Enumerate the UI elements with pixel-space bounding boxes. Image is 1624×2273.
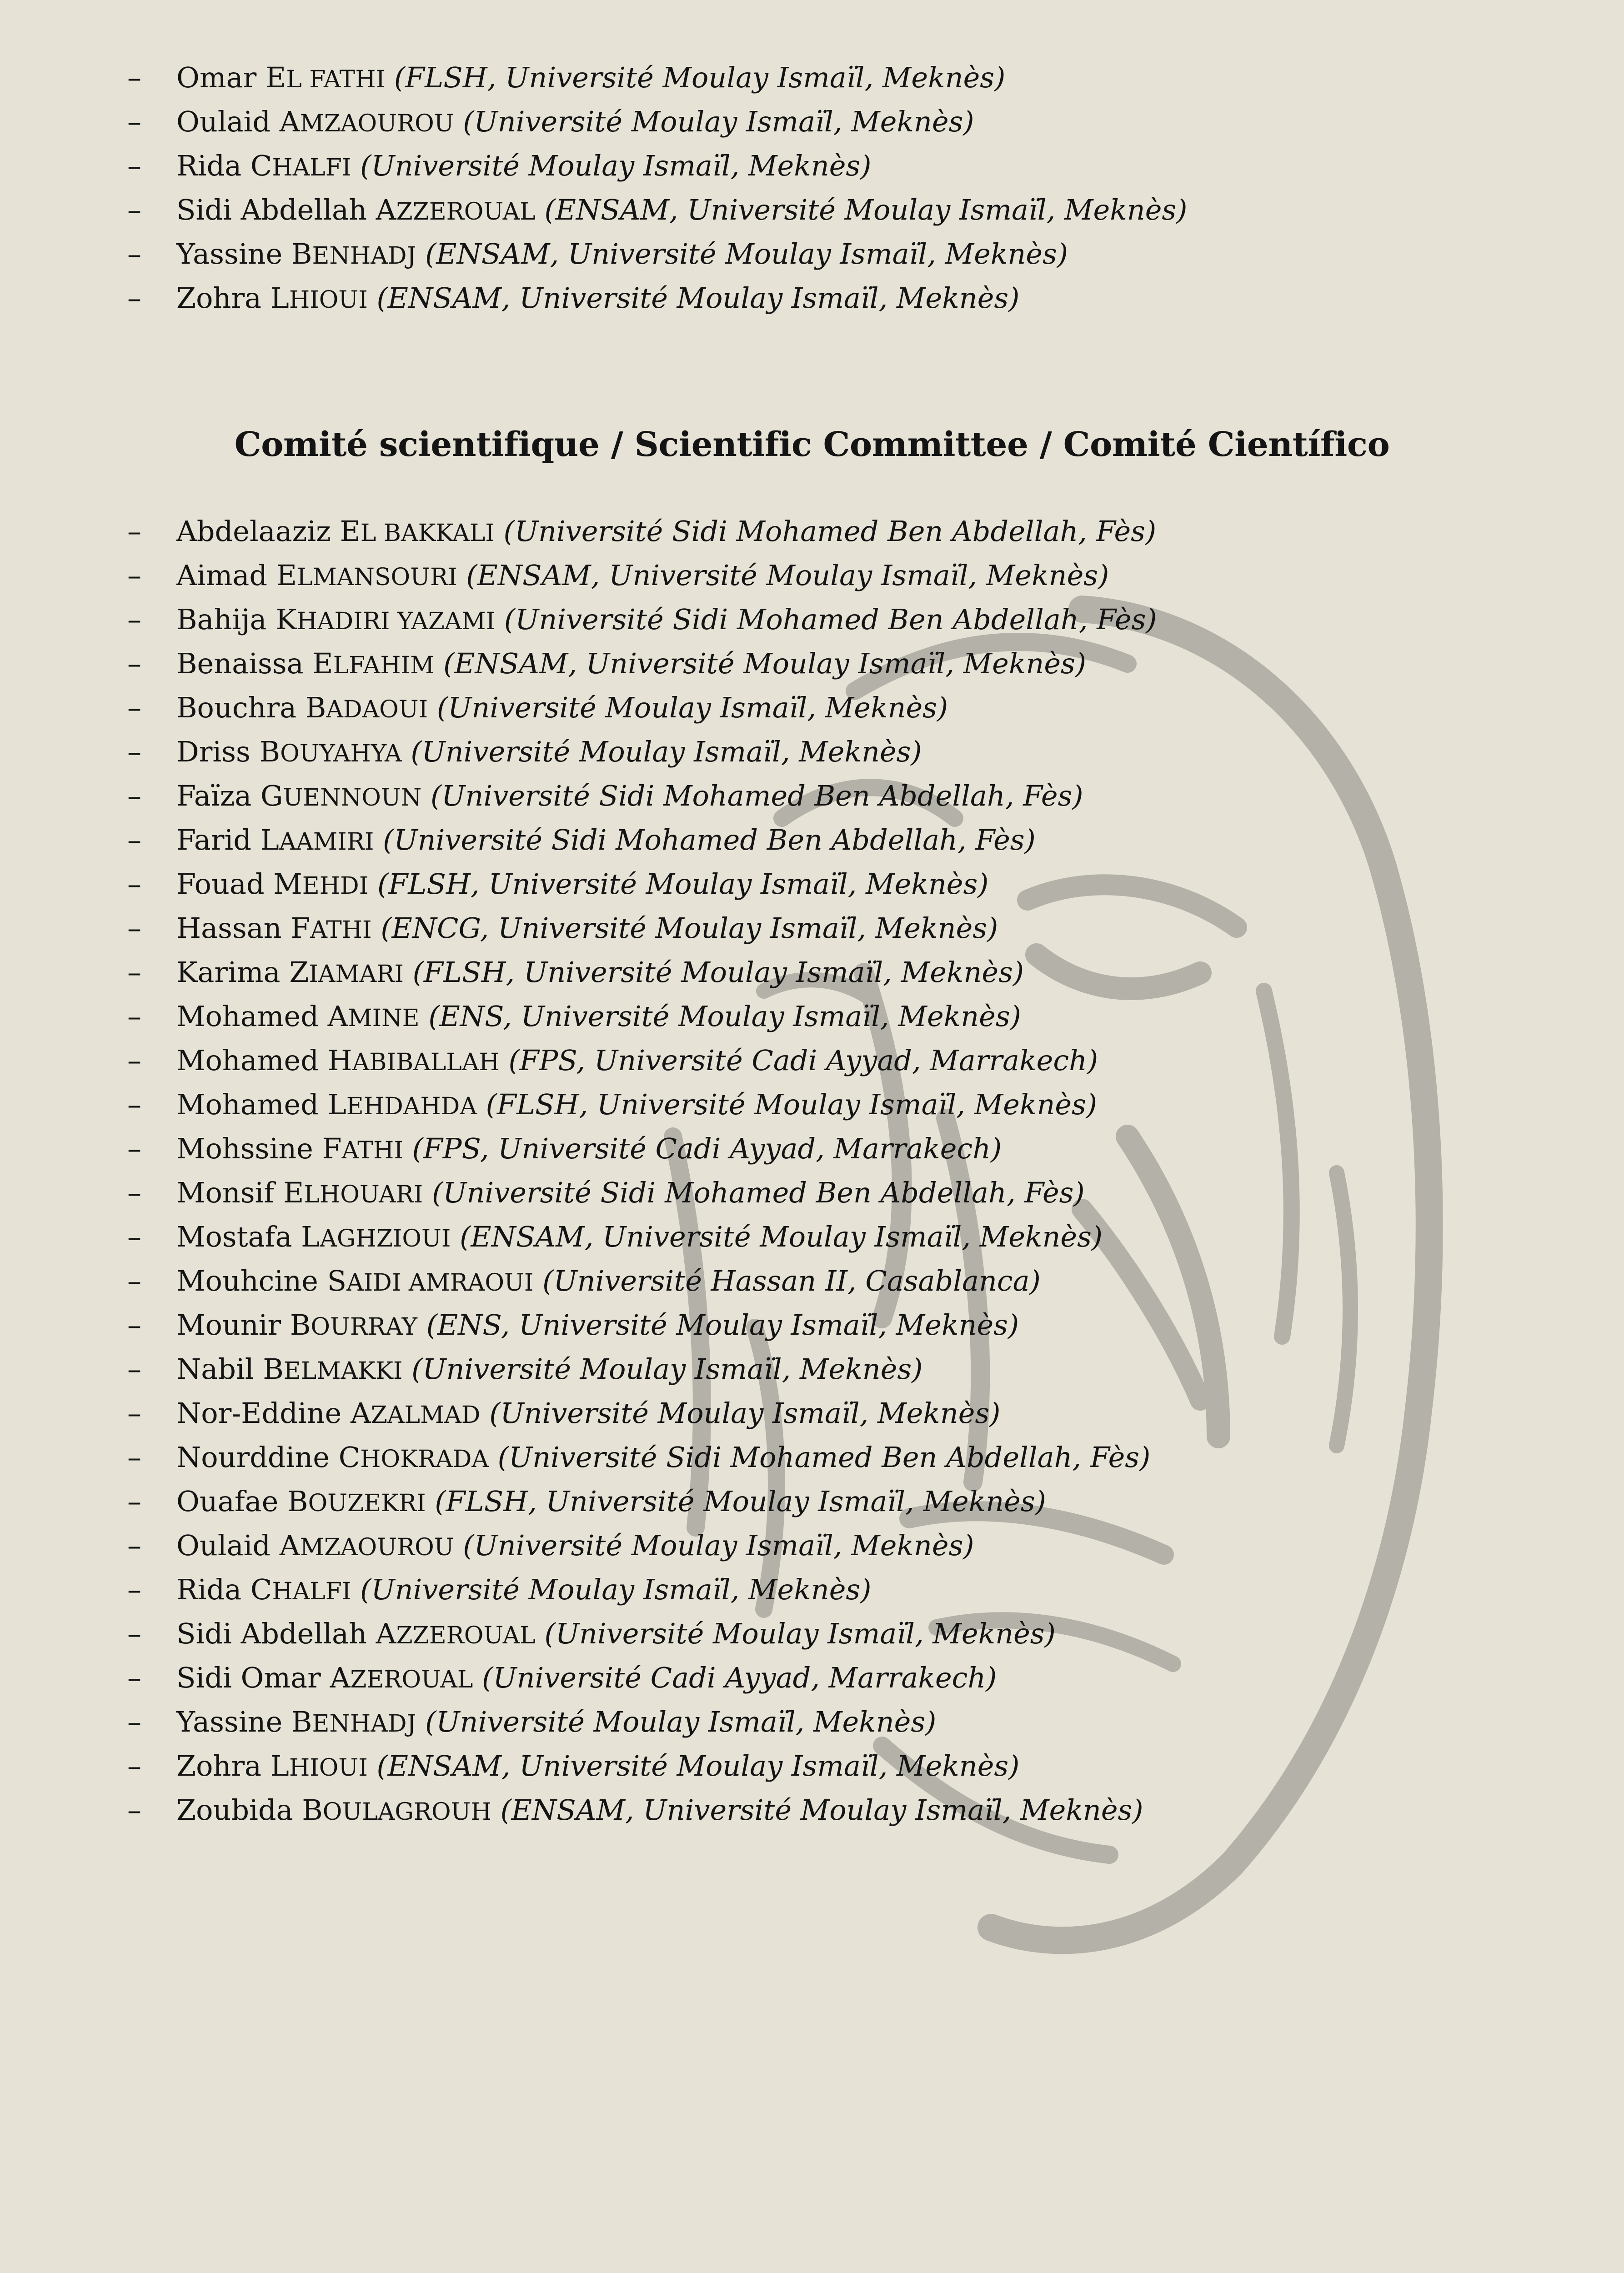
member-first-name: Yassine — [176, 237, 283, 270]
member-last-name-rest: ABIBALLAH — [352, 1049, 500, 1076]
member-last-name-initial: A — [330, 1661, 351, 1694]
list-bullet: – — [127, 515, 141, 548]
list-bullet: – — [127, 1397, 141, 1430]
list-bullet: – — [127, 1264, 141, 1297]
member-last-name-rest: OURRAY — [311, 1313, 417, 1341]
member-entry — [127, 1347, 1157, 1391]
member-affiliation: (Université Moulay Ismaïl, Meknès) — [489, 1397, 1001, 1430]
member-last-name-rest: ZEROUAL — [350, 1666, 473, 1693]
member-first-name: Sidi Omar — [176, 1661, 321, 1694]
list-bullet: – — [127, 61, 141, 94]
member-last-name-initial: L — [260, 823, 279, 856]
list-bullet: – — [127, 1441, 141, 1474]
member-affiliation: (Université Moulay Ismaïl, Meknès) — [360, 149, 872, 182]
member-affiliation: (Université Sidi Mohamed Ben Abdellah, Fès) — [383, 823, 1036, 856]
member-entry — [127, 1567, 1157, 1612]
member-entry — [127, 641, 1157, 686]
member-first-name: Farid — [176, 823, 251, 856]
member-first-name: Mohamed — [176, 1044, 319, 1077]
member-last-name-rest: HIOUI — [289, 286, 368, 314]
member-last-name-rest: ADAOUI — [326, 696, 428, 723]
member-first-name: Nabil — [176, 1352, 254, 1386]
member-affiliation: (Université Moulay Ismaïl, Meknès) — [463, 1529, 974, 1562]
list-bullet: – — [127, 603, 141, 636]
member-first-name: Mouhcine — [176, 1264, 318, 1297]
list-bullet: – — [127, 1529, 141, 1562]
member-affiliation: (Université Sidi Mohamed Ben Abdellah, Fès) — [432, 1176, 1085, 1209]
member-entry — [127, 1259, 1157, 1303]
watermark-stroke — [1264, 991, 1292, 1337]
member-last-name-rest: L FATHI — [286, 66, 386, 93]
member-first-name: Mostafa — [176, 1220, 292, 1253]
list-bullet: – — [127, 105, 141, 138]
member-last-name-initial: F — [322, 1132, 342, 1165]
member-entry — [127, 553, 1157, 597]
member-last-name-initial: E — [276, 559, 297, 592]
list-bullet: – — [127, 691, 141, 724]
list-bullet: – — [127, 149, 141, 182]
member-entry — [127, 1523, 1157, 1567]
member-last-name-rest: LMANSOURI — [297, 564, 457, 591]
member-affiliation: (ENSAM, Université Moulay Ismaïl, Meknès) — [460, 1220, 1103, 1253]
member-first-name: Sidi Abdellah — [176, 193, 367, 226]
member-first-name: Ouafae — [176, 1485, 279, 1518]
member-entry — [127, 1744, 1157, 1788]
member-last-name-initial: B — [290, 1308, 311, 1342]
list-bullet: – — [127, 1352, 141, 1386]
member-last-name-rest: ENHADJ — [312, 242, 416, 270]
member-entry — [127, 950, 1157, 994]
member-last-name-rest: HALFI — [272, 1578, 351, 1605]
member-first-name: Zoubida — [176, 1793, 293, 1827]
member-last-name-rest: LFAHIM — [333, 652, 435, 679]
member-first-name: Mohamed — [176, 1088, 319, 1121]
member-entry — [127, 144, 1187, 188]
member-last-name-rest: AAMIRI — [279, 828, 374, 856]
member-last-name-initial: A — [350, 1397, 371, 1430]
member-last-name-initial: L — [327, 1088, 346, 1121]
member-last-name-rest: IAMARI — [309, 961, 404, 988]
member-affiliation: (FLSH, Université Moulay Ismaïl, Meknès) — [412, 956, 1024, 989]
member-affiliation: (ENSAM, Université Moulay Ismaïl, Meknès) — [443, 647, 1087, 680]
member-affiliation: (Université Moulay Ismaïl, Meknès) — [425, 1705, 937, 1738]
list-bullet: – — [127, 1044, 141, 1077]
member-first-name: Zohra — [176, 1749, 261, 1782]
member-affiliation: (Université Sidi Mohamed Ben Abdellah, Fès) — [430, 779, 1083, 812]
watermark-stroke — [1337, 1173, 1350, 1446]
list-bullet: – — [127, 779, 141, 812]
member-first-name: Benaissa — [176, 647, 304, 680]
member-affiliation: (Université Moulay Ismaïl, Meknès) — [463, 105, 974, 138]
list-bullet: – — [127, 956, 141, 989]
member-last-name-rest: ZZEROUAL — [396, 198, 536, 225]
member-affiliation: (Université Sidi Mohamed Ben Abdellah, Fès) — [497, 1441, 1151, 1474]
member-last-name-rest: ATHI — [341, 1137, 403, 1164]
member-affiliation: (ENS, Université Moulay Ismaïl, Meknès) — [426, 1308, 1019, 1342]
member-affiliation: (ENSAM, Université Moulay Ismaïl, Meknès) — [376, 1749, 1020, 1782]
member-last-name-rest: HADIRI YAZAMI — [296, 608, 496, 635]
member-last-name-initial: M — [273, 867, 302, 901]
scientific-committee-title: Comité scientifique / Scientific Committee / Comité Científico — [234, 425, 1390, 464]
member-first-name: Bahija — [176, 603, 267, 636]
member-affiliation: (Université Sidi Mohamed Ben Abdellah, Fès) — [504, 603, 1157, 636]
scientific-committee-list — [127, 509, 1157, 1832]
member-last-name-initial: Z — [289, 956, 309, 989]
list-bullet: – — [127, 1220, 141, 1253]
member-affiliation: (ENSAM, Université Moulay Ismaïl, Meknès) — [425, 237, 1068, 270]
member-last-name-initial: S — [327, 1264, 347, 1297]
member-first-name: Aimad — [176, 559, 268, 592]
member-entry — [127, 1215, 1157, 1259]
member-entry — [127, 1171, 1157, 1215]
member-entry — [127, 100, 1187, 144]
member-first-name: Karima — [176, 956, 281, 989]
member-affiliation: (ENSAM, Université Moulay Ismaïl, Meknès) — [376, 281, 1020, 315]
member-first-name: Abdelaaziz — [176, 515, 331, 548]
member-entry — [127, 1038, 1157, 1082]
member-entry — [127, 597, 1157, 641]
member-entry — [127, 1303, 1157, 1347]
member-last-name-rest: MZAOUROU — [300, 110, 454, 137]
member-entry — [127, 1082, 1157, 1126]
member-last-name-rest: L BAKKALI — [360, 520, 495, 547]
member-first-name: Faïza — [176, 779, 252, 812]
list-bullet: – — [127, 1000, 141, 1033]
member-last-name-initial: B — [291, 1705, 312, 1738]
member-last-name-initial: L — [270, 1749, 289, 1782]
member-last-name-rest: LHOUARI — [304, 1181, 423, 1208]
member-last-name-rest: HALFI — [272, 154, 351, 181]
member-first-name: Rida — [176, 149, 242, 182]
member-first-name: Mohssine — [176, 1132, 313, 1165]
member-entry — [127, 1656, 1157, 1700]
member-last-name-initial: B — [287, 1485, 308, 1518]
member-entry — [127, 1612, 1157, 1656]
member-last-name-rest: AIDI AMRAOUI — [346, 1269, 534, 1297]
list-bullet: – — [127, 193, 141, 226]
member-entry — [127, 1435, 1157, 1479]
member-last-name-rest: OUYAHYA — [280, 740, 402, 767]
member-last-name-initial: A — [279, 1529, 300, 1562]
member-last-name-initial: H — [327, 1044, 352, 1077]
member-entry — [127, 906, 1157, 950]
member-last-name-rest: ENHADJ — [312, 1710, 416, 1737]
member-entry — [127, 994, 1157, 1038]
list-bullet: – — [127, 1793, 141, 1827]
member-entry — [127, 1700, 1157, 1744]
member-last-name-rest: ZZEROUAL — [396, 1622, 536, 1649]
member-first-name: Oulaid — [176, 105, 271, 138]
organizing-committee-list-section — [127, 55, 1187, 320]
member-entry — [127, 730, 1157, 774]
member-last-name-rest: ZALMAD — [371, 1402, 481, 1429]
member-last-name-rest: EHDI — [302, 872, 369, 900]
list-bullet: – — [127, 911, 141, 945]
member-last-name-initial: B — [259, 735, 281, 768]
list-bullet: – — [127, 559, 141, 592]
member-first-name: Mounir — [176, 1308, 281, 1342]
member-first-name: Hassan — [176, 911, 282, 945]
member-last-name-rest: OUZEKRI — [308, 1490, 426, 1517]
member-last-name-initial: G — [260, 779, 283, 812]
member-first-name: Rida — [176, 1573, 242, 1606]
member-last-name-initial: E — [283, 1176, 304, 1209]
member-last-name-rest: OULAGROUH — [322, 1798, 491, 1826]
member-affiliation: (ENS, Université Moulay Ismaïl, Meknès) — [428, 1000, 1021, 1033]
member-last-name-initial: A — [327, 1000, 348, 1033]
member-first-name: Driss — [176, 735, 251, 768]
member-last-name-initial: A — [279, 105, 300, 138]
organizing-committee-list — [127, 55, 1187, 320]
member-last-name-initial: E — [265, 61, 286, 94]
list-bullet: – — [127, 1705, 141, 1738]
member-affiliation: (FLSH, Université Moulay Ismaïl, Meknès) — [435, 1485, 1046, 1518]
list-bullet: – — [127, 647, 141, 680]
member-entry — [127, 1788, 1157, 1832]
member-last-name-initial: F — [291, 911, 311, 945]
member-first-name: Sidi Abdellah — [176, 1617, 367, 1650]
member-first-name: Oulaid — [176, 1529, 271, 1562]
member-last-name-rest: MINE — [348, 1005, 420, 1032]
member-last-name-rest: HIOUI — [289, 1754, 368, 1782]
list-bullet: – — [127, 1573, 141, 1606]
member-last-name-initial: B — [263, 1352, 284, 1386]
member-entry — [127, 686, 1157, 730]
list-bullet: – — [127, 1132, 141, 1165]
member-affiliation: (ENSAM, Université Moulay Ismaïl, Meknès) — [544, 193, 1188, 226]
member-last-name-initial: B — [305, 691, 326, 724]
member-last-name-initial: E — [312, 647, 333, 680]
member-affiliation: (FLSH, Université Moulay Ismaïl, Meknès) — [394, 61, 1006, 94]
member-first-name: Nor-Eddine — [176, 1397, 342, 1430]
member-first-name: Mohamed — [176, 1000, 319, 1033]
member-entry — [127, 188, 1187, 232]
member-entry — [127, 862, 1157, 906]
list-bullet: – — [127, 1088, 141, 1121]
member-affiliation: (FPS, Université Cadi Ayyad, Marrakech) — [412, 1132, 1002, 1165]
member-affiliation: (FLSH, Université Moulay Ismaïl, Meknès) — [377, 867, 989, 901]
member-last-name-rest: HOKRADA — [360, 1446, 489, 1473]
member-entry — [127, 818, 1157, 862]
member-last-name-initial: L — [270, 281, 289, 315]
member-last-name-initial: C — [250, 1573, 272, 1606]
member-affiliation: (Université Sidi Mohamed Ben Abdellah, Fès) — [503, 515, 1157, 548]
member-last-name-initial: A — [376, 1617, 396, 1650]
list-bullet: – — [127, 281, 141, 315]
member-affiliation: (Université Moulay Ismaïl, Meknès) — [411, 1352, 923, 1386]
list-bullet: – — [127, 867, 141, 901]
member-last-name-initial: C — [250, 149, 272, 182]
member-last-name-initial: B — [302, 1793, 323, 1827]
member-last-name-rest: ATHI — [310, 916, 372, 944]
member-affiliation: (FLSH, Université Moulay Ismaïl, Meknès) — [486, 1088, 1098, 1121]
member-last-name-rest: ELMAKKI — [283, 1357, 403, 1385]
member-first-name: Nourddine — [176, 1441, 330, 1474]
member-first-name: Omar — [176, 61, 257, 94]
member-first-name: Monsif — [176, 1176, 275, 1209]
member-first-name: Yassine — [176, 1705, 283, 1738]
member-entry — [127, 509, 1157, 553]
member-last-name-initial: K — [276, 603, 297, 636]
list-bullet: – — [127, 1485, 141, 1518]
list-bullet: – — [127, 1617, 141, 1650]
member-affiliation: (Université Moulay Ismaïl, Meknès) — [436, 691, 948, 724]
member-entry — [127, 1126, 1157, 1171]
member-last-name-initial: A — [376, 193, 396, 226]
member-last-name-initial: B — [291, 237, 312, 270]
member-entry — [127, 232, 1187, 276]
member-affiliation: (ENSAM, Université Moulay Ismaïl, Meknès) — [500, 1793, 1143, 1827]
member-last-name-initial: E — [340, 515, 361, 548]
member-affiliation: (Université Moulay Ismaïl, Meknès) — [544, 1617, 1056, 1650]
member-entry — [127, 276, 1187, 320]
member-last-name-rest: MZAOUROU — [300, 1534, 454, 1561]
member-entry — [127, 1391, 1157, 1435]
member-affiliation: (Université Hassan II, Casablanca) — [542, 1264, 1041, 1297]
list-bullet: – — [127, 237, 141, 270]
member-last-name-initial: L — [301, 1220, 320, 1253]
member-affiliation: (ENCG, Université Moulay Ismaïl, Meknès) — [381, 911, 998, 945]
member-entry — [127, 774, 1157, 818]
list-bullet: – — [127, 735, 141, 768]
member-last-name-rest: UENNOUN — [283, 784, 422, 811]
member-entry — [127, 55, 1187, 100]
member-affiliation: (Université Cadi Ayyad, Marrakech) — [482, 1661, 997, 1694]
member-first-name: Zohra — [176, 281, 261, 315]
member-last-name-initial: C — [338, 1441, 361, 1474]
list-bullet: – — [127, 823, 141, 856]
member-last-name-rest: AGHZIOUI — [320, 1225, 451, 1252]
member-affiliation: (ENSAM, Université Moulay Ismaïl, Meknès) — [466, 559, 1109, 592]
list-bullet: – — [127, 1661, 141, 1694]
member-affiliation: (FPS, Université Cadi Ayyad, Marrakech) — [508, 1044, 1098, 1077]
member-entry — [127, 1479, 1157, 1523]
member-first-name: Bouchra — [176, 691, 297, 724]
member-first-name: Fouad — [176, 867, 265, 901]
member-affiliation: (Université Moulay Ismaïl, Meknès) — [360, 1573, 872, 1606]
member-last-name-rest: EHDAHDA — [346, 1093, 477, 1120]
list-bullet: – — [127, 1749, 141, 1782]
list-bullet: – — [127, 1308, 141, 1342]
scientific-committee-list-section — [127, 509, 1157, 1832]
list-bullet: – — [127, 1176, 141, 1209]
member-affiliation: (Université Moulay Ismaïl, Meknès) — [411, 735, 922, 768]
